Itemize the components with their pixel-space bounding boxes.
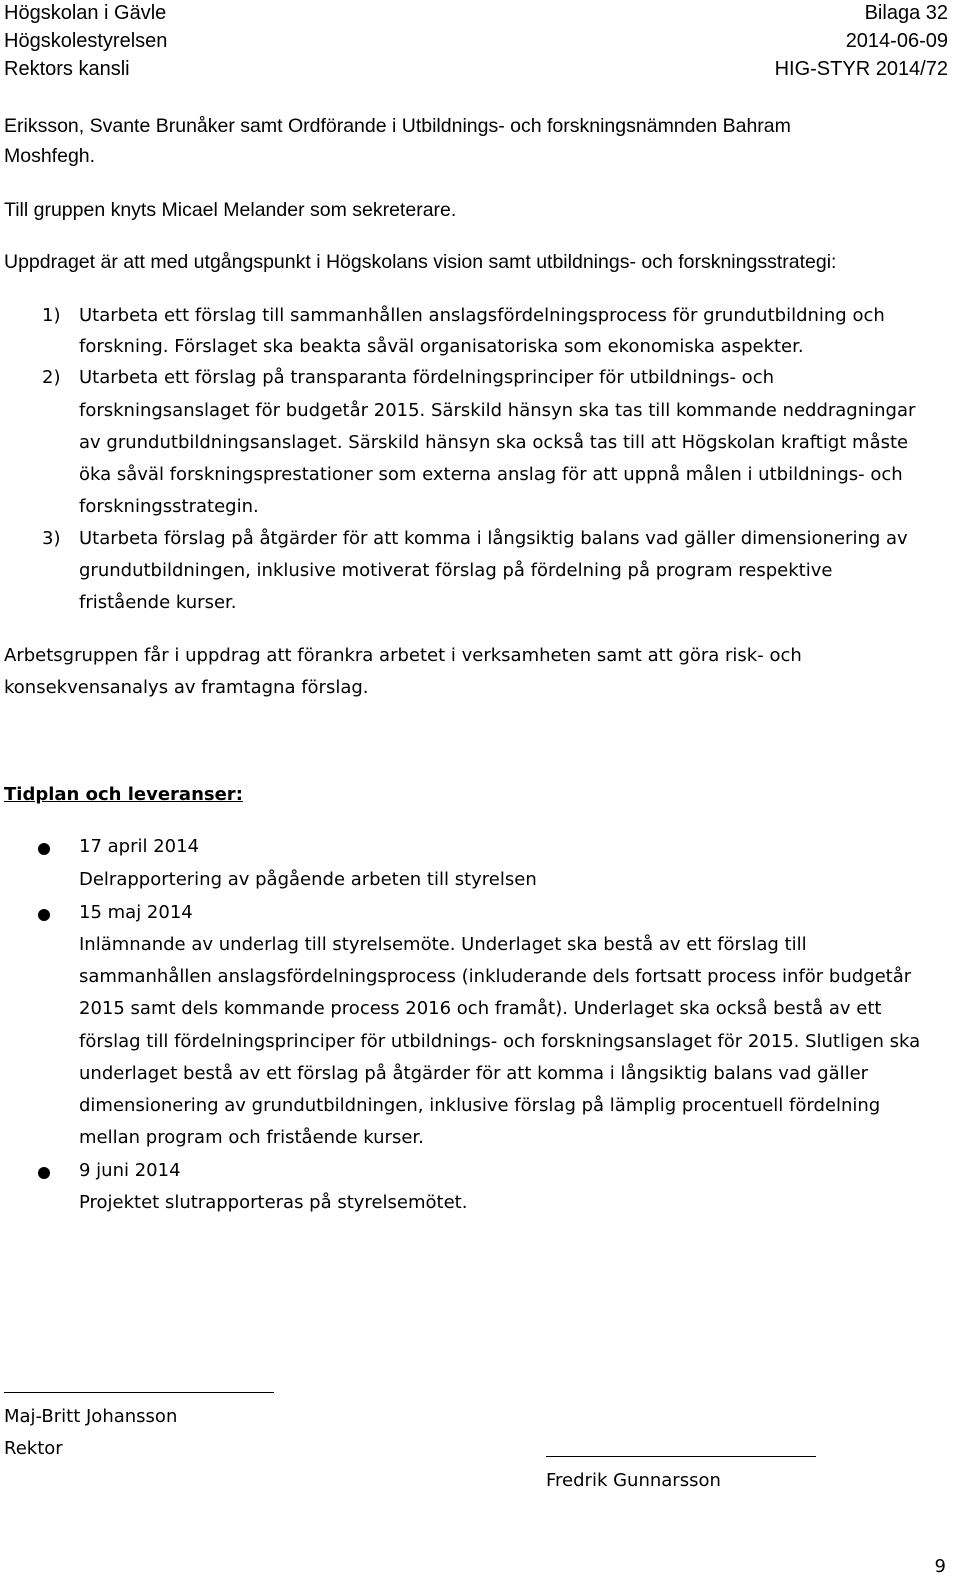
task-line: öka såväl forskningsprestationer som externa anslag för att uppnå målen i utbildnings- och	[79, 464, 903, 485]
intro-line: Till gruppen knyts Micael Melander som sekreterare.	[4, 199, 457, 221]
timeline-line: sammanhållen anslagsfördelningsprocess (inkluderande dels fortsatt process inför budgetår	[79, 966, 912, 987]
header-org: Högskolan i Gävle	[4, 2, 167, 24]
intro-line: Uppdraget är att med utgångspunkt i Högskolans vision samt utbildnings- och forskningsstrategi:	[4, 251, 837, 273]
header-board: Högskolestyrelsen	[4, 30, 168, 52]
intro-line: Eriksson, Svante Brunåker samt Ordförande i Utbildnings- och forskningsnämnden Bahram	[4, 115, 791, 137]
task-line: forskningsanslaget för budgetår 2015. Särskild hänsyn ska tas till kommande neddragningar	[79, 400, 916, 421]
header-date: 2014-06-09	[845, 30, 948, 52]
timeline-line: mellan program och fristående kurser.	[79, 1127, 424, 1148]
task-line: Utarbeta förslag på åtgärder för att komma i långsiktig balans vad gäller dimensionering av	[79, 528, 908, 549]
signature-line-right	[546, 1456, 816, 1457]
timeline-line: Delrapportering av pågående arbeten till styrelsen	[79, 869, 537, 890]
timeline-date: 15 maj 2014	[79, 902, 193, 923]
task-number: 1)	[42, 305, 61, 326]
closing-line: Arbetsgruppen får i uppdrag att förankra arbetet i verksamheten samt att göra risk- och	[4, 645, 802, 666]
bullet-icon	[38, 1167, 50, 1179]
task-number: 3)	[42, 528, 61, 549]
task-line: grundutbildningen, inklusive motiverat förslag på fördelning på program respektive	[79, 560, 833, 581]
signatory-name: Maj-Britt Johansson	[4, 1406, 178, 1427]
signature-line-left	[4, 1392, 274, 1393]
signatory-name: Fredrik Gunnarsson	[546, 1470, 721, 1491]
header-appendix: Bilaga 32	[864, 2, 948, 24]
timeline-date: 9 juni 2014	[79, 1160, 181, 1181]
task-line: forskningsstrategin.	[79, 496, 259, 517]
bullet-icon	[38, 909, 50, 921]
task-line: fristående kurser.	[79, 592, 237, 613]
header-reference: HIG-STYR 2014/72	[774, 58, 948, 80]
bullet-icon	[38, 843, 50, 855]
timeline-date: 17 april 2014	[79, 836, 200, 857]
timeline-line: 2015 samt dels kommande process 2016 och framåt). Underlaget ska också bestå av ett	[79, 998, 882, 1019]
timeline-line: underlaget bestå av ett förslag på åtgärder för att komma i långsiktig balans vad gäller	[79, 1063, 869, 1084]
task-number: 2)	[42, 367, 61, 388]
timeline-line: förslag till fördelningsprinciper för utbildnings- och forskningsanslaget för 2015. Slutligen ska	[79, 1031, 921, 1052]
timeline-line: Inlämnande av underlag till styrelsemöte. Underlaget ska bestå av ett förslag till	[79, 934, 807, 955]
intro-line: Moshfegh.	[4, 145, 96, 167]
timeline-line: Projektet slutrapporteras på styrelsemötet.	[79, 1192, 468, 1213]
task-line: forskning. Förslaget ska beakta såväl organisatoriska som ekonomiska aspekter.	[79, 336, 804, 357]
page-number: 9	[934, 1556, 946, 1577]
header-office: Rektors kansli	[4, 58, 130, 80]
timeline-heading: Tidplan och leveranser:	[4, 784, 243, 805]
closing-line: konsekvensanalys av framtagna förslag.	[4, 677, 369, 698]
signatory-title: Rektor	[4, 1438, 63, 1459]
task-line: Utarbeta ett förslag till sammanhållen anslagsfördelningsprocess för grundutbildning och	[79, 305, 885, 326]
task-line: av grundutbildningsanslaget. Särskild hänsyn ska också tas till att Högskolan kraftigt måste	[79, 432, 909, 453]
task-line: Utarbeta ett förslag på transparanta fördelningsprinciper för utbildnings- och	[79, 367, 775, 388]
timeline-line: dimensionering av grundutbildningen, inklusive förslag på lämplig procentuell fördelning	[79, 1095, 881, 1116]
